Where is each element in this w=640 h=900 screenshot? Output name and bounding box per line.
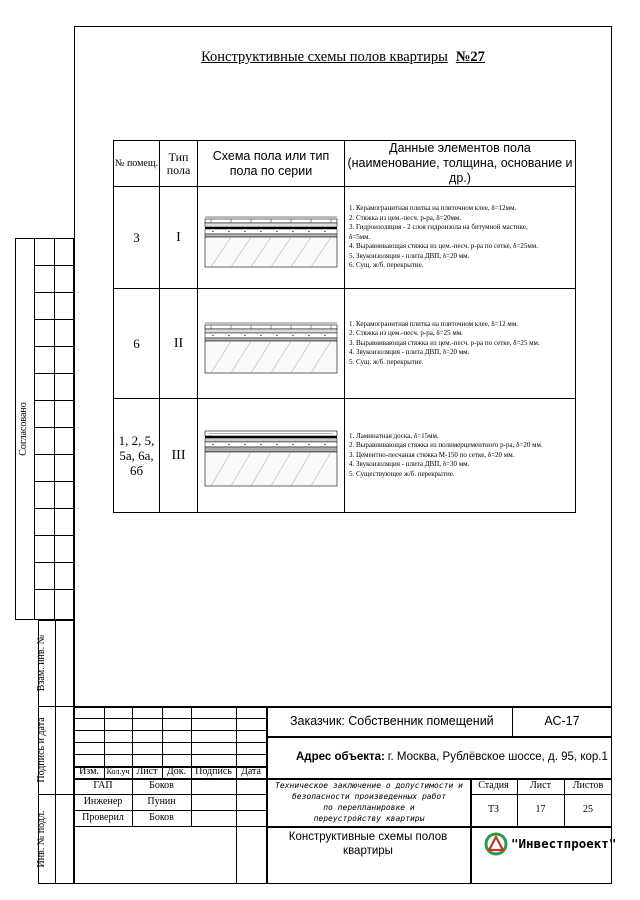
divider <box>34 265 74 266</box>
stage-value: ТЗ <box>487 804 500 815</box>
role-checked: Проверил <box>82 812 124 823</box>
header-type: Тип пола <box>160 141 198 187</box>
divider <box>34 346 74 347</box>
inv-orig-label: Инв. № подл. <box>36 810 47 868</box>
divider <box>38 794 74 795</box>
table-row <box>114 289 576 399</box>
address-label: Адрес объекта: <box>296 751 385 763</box>
stage-label: Стадия <box>478 780 509 791</box>
room-number: 3 <box>114 187 160 289</box>
desc-line: 4. Звукоизоляция - плита ДВП, δ=20 мм. <box>349 348 470 357</box>
floor-description <box>345 399 576 513</box>
col-sign: Подпись <box>195 766 232 777</box>
doc-title <box>268 780 470 824</box>
divider <box>266 826 612 828</box>
sheets-label: Листов <box>572 780 604 791</box>
floor-section-drawing-1 <box>201 205 341 271</box>
desc-line: 6. Сущ. ж/б. перекрытие. <box>349 261 424 270</box>
desc-line: 3. Выравнивающая стяжка из цем.-песч. р-ра по сетке, δ=25 мм. <box>349 338 540 347</box>
desc-line: 3. Цементно-песчаная стяжка М-150 по сетке, δ=20 мм. <box>349 450 515 459</box>
table-row <box>114 187 576 289</box>
doc-title-line: переустройству квартиры <box>313 814 425 823</box>
divider <box>74 826 266 827</box>
header-data: Данные элементов пола (наименование, толщина, основание и др.) <box>345 141 576 187</box>
desc-line: 2. Стяжка из цем.-песч. р-ра, δ=25 мм. <box>349 329 463 338</box>
divider <box>236 706 237 884</box>
desc-line: 2. Выравнивающая стяжка из полимерцементного р-ра, δ=20 мм. <box>349 441 543 450</box>
role-engineer: Инженер <box>83 796 123 807</box>
desc-line: 1. Керамогранитная плитка на плиточном клее, δ=12 мм. <box>349 319 518 328</box>
desc-line: 1. Керамогранитная плитка на плиточном клее, δ=12мм. <box>349 203 517 212</box>
sheet-value: 17 <box>535 804 546 815</box>
desc-line: 1. Ламинатная доска, δ=15мм. <box>349 431 439 440</box>
divider <box>74 754 266 755</box>
table-header-row <box>114 141 576 187</box>
role-gap: ГАП <box>93 780 113 791</box>
divider <box>34 427 74 428</box>
col-list: Лист <box>136 766 158 777</box>
desc-line: 5. Сущ. ж/б. перекрытие. <box>349 357 424 366</box>
divider <box>34 454 74 455</box>
doc-title-line: по перепланировке и <box>323 803 415 812</box>
floor-table <box>113 140 576 513</box>
divider <box>55 620 56 884</box>
doc-title-line: Техническое заключение о допустимости и <box>275 781 463 790</box>
floor-scheme <box>198 289 345 399</box>
page-title <box>74 49 612 66</box>
table-row <box>114 399 576 513</box>
floor-description <box>345 187 576 289</box>
floor-section-drawing-2 <box>201 311 341 377</box>
desc-line: 5. Существующее ж/б. перекрытие. <box>349 469 455 478</box>
agreed-label: Согласовано <box>18 402 29 456</box>
desc-line: δ=5мм. <box>349 232 371 241</box>
customer: Заказчик: Собственник помещений <box>290 714 494 728</box>
floor-description <box>345 289 576 399</box>
doc-title-line: безопасности произведенных работ <box>291 792 447 801</box>
name-gap: Боков <box>149 780 174 791</box>
inv-replace-label: Взам. инв. № <box>36 634 47 692</box>
address-row <box>296 736 612 778</box>
sheets-value: 25 <box>583 804 593 815</box>
header-scheme: Схема пола или тип пола по серии <box>198 141 345 187</box>
sheet-label: Лист <box>530 780 551 791</box>
floor-type: III <box>160 399 198 513</box>
floor-type: II <box>160 289 198 399</box>
doc-code: АС-17 <box>544 714 580 728</box>
floor-scheme <box>198 187 345 289</box>
divider <box>34 373 74 374</box>
header-room: № помещ. <box>114 141 160 187</box>
company-logo-icon <box>484 832 508 856</box>
divider <box>34 508 74 509</box>
address: г. Москва, Рублёвское шоссе, д. 95, кор.1 <box>387 751 608 763</box>
divider <box>38 706 74 707</box>
title-text: Конструктивные схемы полов квартиры <box>201 49 448 65</box>
divider <box>34 535 74 536</box>
col-doc: Док. <box>166 766 187 777</box>
col-izm: Изм. <box>79 766 99 777</box>
room-number: 6 <box>114 289 160 399</box>
desc-line: 4. Выравнивающая стяжка из цем.-песч. р-ра по сетке, δ=25мм. <box>349 242 538 251</box>
title-block <box>74 706 617 884</box>
divider <box>74 718 266 719</box>
divider <box>74 742 266 743</box>
company-name: "Инвестпроект" <box>511 836 617 851</box>
divider <box>34 562 74 563</box>
title-number: №27 <box>455 49 485 65</box>
name-checked: Боков <box>149 812 174 823</box>
col-kol: Кол.уч <box>106 767 130 776</box>
desc-line: 3. Гидроизоляция - 2 слоя гидроизола на битумной мастике, <box>349 223 528 232</box>
name-engineer: Пунин <box>147 796 176 807</box>
divider <box>34 481 74 482</box>
floor-scheme <box>198 399 345 513</box>
floor-section-drawing-3 <box>201 421 341 491</box>
desc-line: 4. Звукоизоляция - плита ДВП, δ=30 мм. <box>349 460 470 469</box>
divider <box>34 589 74 590</box>
divider <box>34 292 74 293</box>
drawing-title: Конструктивные схемы полов квартиры <box>288 831 448 857</box>
desc-line: 2. Стяжка из цем.-песч. р-ра, δ=20мм. <box>349 213 462 222</box>
divider <box>34 400 74 401</box>
desc-line: 5. Звукоизоляция - плита ДВП, δ=20 мм. <box>349 251 470 260</box>
floor-type: I <box>160 187 198 289</box>
sign-date-label: Подпись и дата <box>36 717 47 783</box>
col-date: Дата <box>241 766 261 777</box>
room-number: 1, 2, 5, 5а, 6а, 6б <box>114 399 160 513</box>
divider <box>74 730 266 731</box>
divider <box>34 319 74 320</box>
